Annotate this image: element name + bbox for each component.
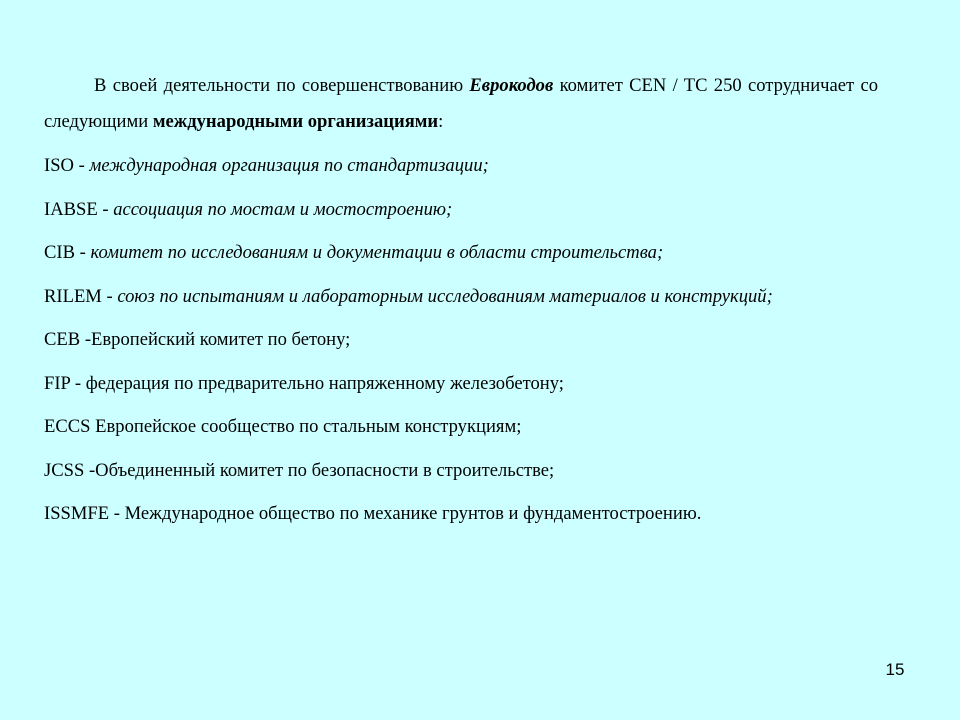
org-desc: Европейский комитет по бетону; xyxy=(91,329,351,350)
intro-bold: международными организациями xyxy=(152,111,439,132)
org-abbr: ECCS xyxy=(44,416,91,437)
org-abbr: IABSE xyxy=(44,198,98,220)
list-item xyxy=(44,362,924,406)
org-desc: комитет по исследованиям и документации в области строительства; xyxy=(90,242,664,263)
org-desc: международная организация по стандартизации; xyxy=(89,155,489,176)
list-item xyxy=(44,318,924,362)
list-item xyxy=(44,188,924,232)
org-sep: - xyxy=(101,285,118,307)
list-item xyxy=(44,492,924,536)
org-abbr: CEB xyxy=(44,329,81,350)
intro-text-2: комитет CEN / TC 250 сотрудничает со следующими xyxy=(44,75,878,132)
intro-term: Еврокодов xyxy=(469,75,554,96)
list-item xyxy=(44,144,924,188)
org-desc: Международное общество по механике грунтов и фундаментостроению. xyxy=(124,503,702,524)
organizations-list xyxy=(44,144,924,536)
org-desc: Европейское сообщество по стальным конструкциям; xyxy=(95,416,522,437)
org-sep: - xyxy=(97,198,114,220)
org-sep: - xyxy=(75,242,91,263)
page-number: 15 xyxy=(885,660,905,679)
list-item xyxy=(44,275,924,319)
list-item xyxy=(44,449,924,493)
org-abbr: ISSMFE xyxy=(44,503,110,524)
org-sep: - xyxy=(80,329,92,350)
org-sep: - xyxy=(73,155,90,176)
org-abbr: RILEM xyxy=(44,285,102,307)
org-abbr: ISO xyxy=(44,155,74,176)
org-sep: - xyxy=(70,372,86,394)
intro-paragraph xyxy=(44,68,878,140)
org-desc: федерация по предварительно напряженному железобетону; xyxy=(85,372,564,394)
org-sep: - xyxy=(84,459,96,481)
list-item xyxy=(44,231,924,275)
intro-text-3: : xyxy=(438,111,444,132)
org-abbr: FIP xyxy=(44,372,71,394)
org-abbr: CIB xyxy=(44,242,75,263)
org-desc: союз по испытаниям и лабораторным исследованиям материалов и конструкций; xyxy=(117,285,773,307)
org-sep: - xyxy=(109,503,125,524)
org-desc: ассоциация по мостам и мостостроению; xyxy=(113,198,453,220)
intro-text-1: В своей деятельности по совершенствованию xyxy=(94,75,470,96)
org-desc: Объединенный комитет по безопасности в строительстве; xyxy=(95,459,555,481)
list-item xyxy=(44,405,924,449)
org-abbr: JCSS xyxy=(44,459,85,481)
